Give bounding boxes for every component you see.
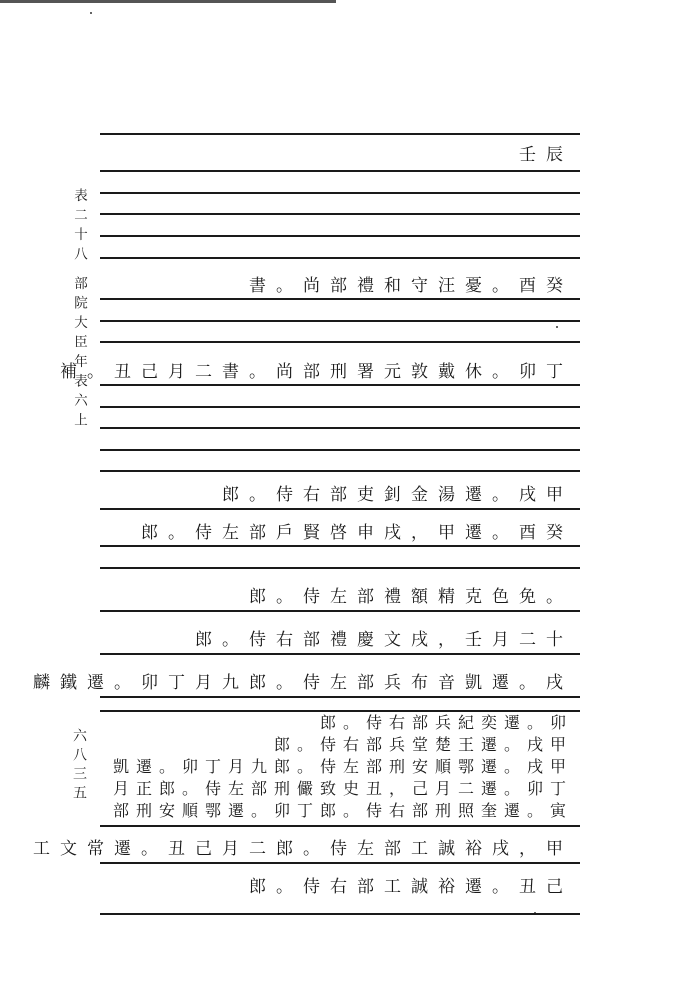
- entry-line: 郎。侍右部吏釗金湯遷。戌甲: [222, 485, 573, 505]
- entry-line: 部刑安順鄂遷。卯丁郎。侍右部刑照奎遷。寅: [112, 801, 573, 820]
- entry-line: 郎。侍右部兵堂楚王遷。戌甲: [273, 735, 573, 754]
- table-rule: [100, 406, 580, 408]
- table-rule: [100, 427, 580, 429]
- table-rule: [100, 341, 580, 343]
- year-heading: 壬辰: [519, 145, 573, 165]
- scan-speck: [90, 12, 92, 14]
- entry-line: 凱遷。卯丁月九郎。侍左部刑安順鄂遷。戌甲: [112, 757, 573, 776]
- table-rule: [100, 384, 580, 386]
- entry-line: 郎。侍右部禮慶文戌，壬月二十: [195, 630, 573, 650]
- table-rule: [100, 470, 580, 472]
- table-rule: [100, 257, 580, 259]
- table-rule: [100, 508, 580, 510]
- table-rule: [100, 567, 580, 569]
- table-rule: [100, 862, 580, 864]
- entry-line: 郎。侍左部禮額精克色免。: [249, 587, 573, 607]
- table-rule: [100, 449, 580, 451]
- table-rule: [100, 298, 580, 300]
- entry-line: 書。尚部禮和守汪憂。酉癸: [249, 276, 573, 296]
- table-rule: [100, 192, 580, 194]
- table-rule: [100, 170, 580, 172]
- entry-line: 麟鐵遷。卯丁月九郎。侍左部兵布音凱遷。戌: [33, 673, 573, 693]
- margin-book-title: 表二十八 部院大臣年表六上: [71, 188, 87, 433]
- entry-line: 郎。侍左部戶賢啓申戌，甲遷。酉癸: [141, 523, 573, 543]
- table-rule: [100, 913, 580, 915]
- margin-page-number: 六八三五: [71, 728, 87, 804]
- table-rule: [100, 610, 580, 612]
- scan-edge-line: [0, 0, 336, 3]
- entry-line: 郎。侍右部兵紀奕遷。卯: [319, 713, 573, 732]
- scan-speck: [556, 326, 558, 328]
- table-rule: [100, 133, 580, 135]
- table-rule: [100, 213, 580, 215]
- table-rule: [100, 320, 580, 322]
- table-rule: [100, 696, 580, 698]
- entry-line: 郎。侍右部工誠裕遷。丑己: [249, 877, 573, 897]
- table-rule: [100, 825, 580, 827]
- entry-line: 工文常遷。丑己月二郎。侍左部工誠裕戌，甲: [33, 839, 573, 859]
- table-rule: [100, 653, 580, 655]
- table-rule: [100, 235, 580, 237]
- table-rule: [100, 545, 580, 547]
- entry-line: 月正郎。侍左部刑儼致史丑，己月二遷。卯丁: [112, 779, 573, 798]
- entry-line: 補。丑己月二書。尚部刑署元敦戴休。卯丁: [60, 362, 573, 382]
